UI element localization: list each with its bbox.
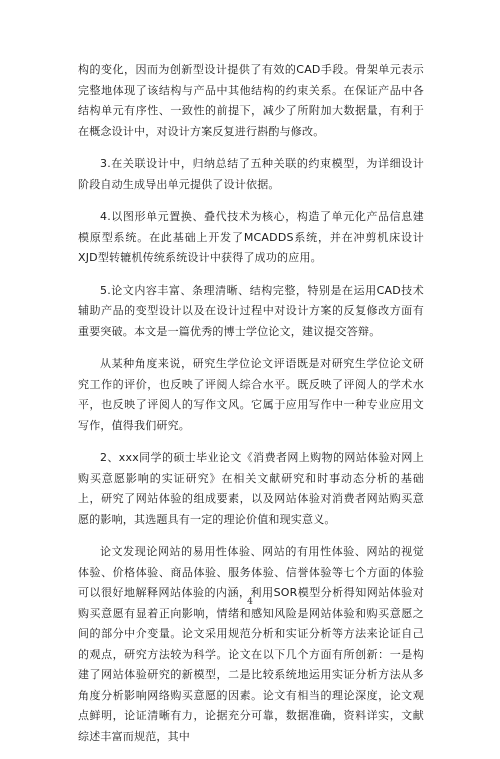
page-number: 4 xyxy=(247,597,253,607)
paragraph-1: 构的变化，因而为创新型设计提供了有效的CAD手段。骨架单元表示完整地体现了该结构与产品中其他结构的约束关系。在保证产品中各结构单元有序性、一致性的前提下，减少了所附加大数据量，有利于在概念设计中，对设计方案反复进行斟酌与修改。 xyxy=(78,63,424,138)
paragraph-3: 4.以图形单元置换、叠代技术为核心，构造了单元化产品信息建模原型系统。在此基础上开发了MCADDS系统，并在冲剪机床设计XJD型转辘机传统系统设计中获得了成功的应用。 xyxy=(78,210,424,264)
paragraph-7: 论文发现论网站的易用性体验、网站的有用性体验、网站的视觉体验、价格体验、商品体验、服务体验、信誉体验等七个方面的体验可以很好地解释网站体验的内涵，利用SOR模型分析得知网站体验对购买意愿有显着正向影响，情绪和感知风险是网站体验和购买意愿之间的部分中介变量。论文采用规范分析和实证分析等方法来论证自己的观点，研究方法较为科学。论文在以下几个方面有所创新：一是构建了网站体验研究的新模型，二是比较系统地运用实证分析方法从多角度分析影响网络购买意愿的因素。论文有相当的理论深度，论文观点鲜明，论证清晰有力，论据充分可靠，数据准确，资料详实，文献综述丰富而规范，其中 xyxy=(78,545,424,743)
paragraph-5: 从某种角度来说，研究生学位论文评语既是对研究生学位论文研究工作的评价，也反映了评阅人综合水平。既反映了评阅人的学术水平，也反映了评阅人的写作文风。它属于应用写作中一种专业应用文写作，值得我们研究。 xyxy=(78,357,424,432)
paragraph-6: 2、xxx同学的硕士毕业论文《消费者网上购物的网站体验对网上购买意愿影响的实证研究》在相关文献研究和时事动态分析的基础上，研究了网站体验的组成要素，以及网站体验对消费者网站购买意愿的影响，其选题具有一定的理论价值和现实意义。 xyxy=(78,451,424,526)
paragraph-4: 5.论文内容丰富、条理清晰、结构完整，特别是在运用CAD技术辅助产品的变型设计以及在设计过程中对设计方案的反复修改方面有重要突破。本文是一篇优秀的博士学位论文，建议提交答辩。 xyxy=(78,283,424,338)
document-body xyxy=(78,60,424,759)
paragraph-2: 3.在关联设计中，归纳总结了五种关联的约束模型，为详细设计阶段自动生成导出单元提供了设计依据。 xyxy=(78,157,424,191)
